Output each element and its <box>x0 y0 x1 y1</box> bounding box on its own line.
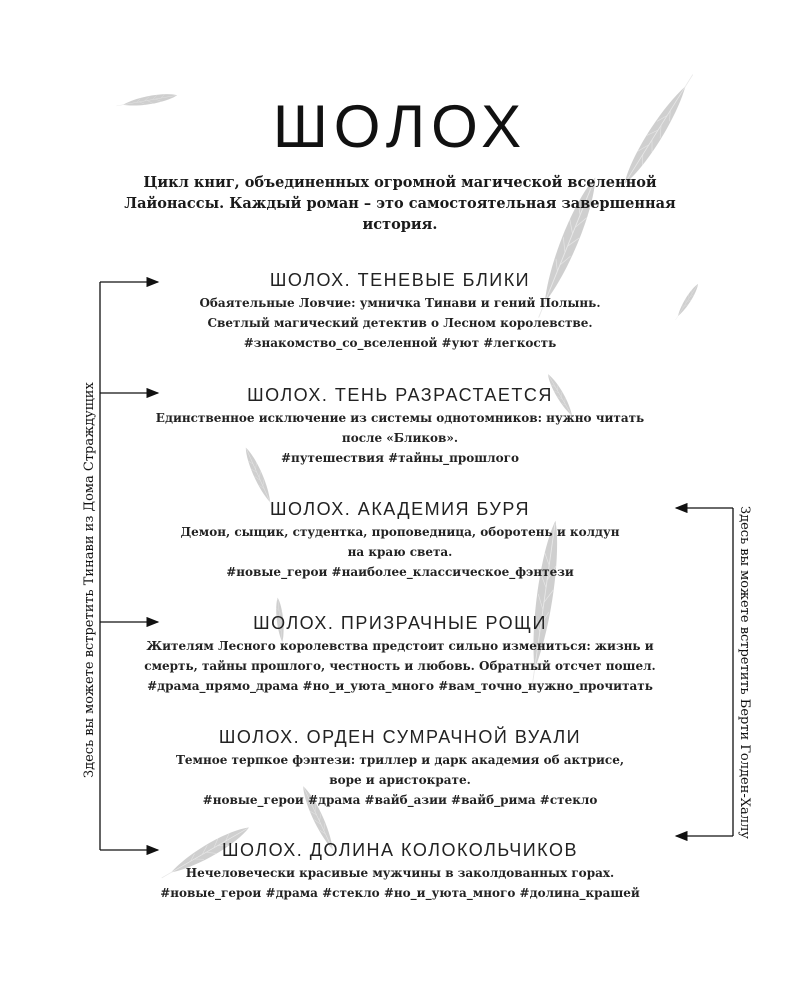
book-description: на краю света. <box>347 545 453 559</box>
side-label-right: Здесь вы можете встретить Берти Голден-Халлу <box>737 506 752 839</box>
book-description: Темное терпкое фэнтези: триллер и дарк академия об актрисе, <box>175 753 625 767</box>
side-label-left: Здесь вы можете встретить Тинави из Дома Страждущих <box>82 382 97 778</box>
book-description: Единственное исключение из системы однотомников: нужно читать <box>155 411 645 425</box>
book-title: ШОЛОХ. ПРИЗРАЧНЫЕ РОЩИ <box>253 613 547 633</box>
book-title: ШОЛОХ. АКАДЕМИЯ БУРЯ <box>270 499 530 519</box>
intro-text: Цикл книг, объединенных огромной магической вселенной Лайонассы. Каждый роман – это самостоятельная завершенная история. <box>124 174 676 233</box>
book-tags: #новые_герои #наиболее_классическое_фэнтези <box>226 565 574 579</box>
book-description: Обаятельные Ловчие: умничка Тинави и гений Полынь. <box>199 296 601 310</box>
book-title: ШОЛОХ. ТЕНЕВЫЕ БЛИКИ <box>269 270 531 290</box>
book-entry <box>110 383 690 468</box>
page-title: ШОЛОХ <box>272 93 528 160</box>
book-entry <box>110 725 690 810</box>
book-title: ШОЛОХ. ДОЛИНА КОЛОКОЛЬЧИКОВ <box>222 840 578 860</box>
book-description: Жителям Лесного королевства предстоит сильно измениться: жизнь и <box>146 639 654 653</box>
book-entry <box>110 497 690 582</box>
book-entry <box>110 268 690 353</box>
book-description: смерть, тайны прошлого, честность и любовь. Обратный отсчет пошел. <box>144 659 656 673</box>
book-title: ШОЛОХ. ОРДЕН СУМРАЧНОЙ ВУАЛИ <box>218 727 582 747</box>
book-tags: #драма_прямо_драма #но_и_уюта_много #вам_точно_нужно_прочитать <box>147 679 653 693</box>
book-description: Светлый магический детектив о Лесном королевстве. <box>207 316 593 330</box>
book-description: после «Бликов». <box>341 431 459 445</box>
book-tags: #знакомство_со_вселенной #уют #легкость <box>243 336 557 350</box>
book-entry <box>110 838 690 903</box>
book-description: Демон, сыщик, студентка, проповедница, оборотень и колдун <box>180 525 620 539</box>
book-title: ШОЛОХ. ТЕНЬ РАЗРАСТАЕТСЯ <box>247 385 553 405</box>
book-description: воре и аристократе. <box>329 773 471 787</box>
book-tags: #новые_герои #драма #вайб_азии #вайб_рима #стекло <box>202 793 598 807</box>
book-tags: #путешествия #тайны_прошлого <box>280 451 520 465</box>
book-entry <box>110 611 690 696</box>
book-tags: #новые_герои #драма #стекло #но_и_уюта_много #долина_крашей <box>160 886 640 900</box>
book-description: Нечеловечески красивые мужчины в заколдованных горах. <box>185 866 615 880</box>
